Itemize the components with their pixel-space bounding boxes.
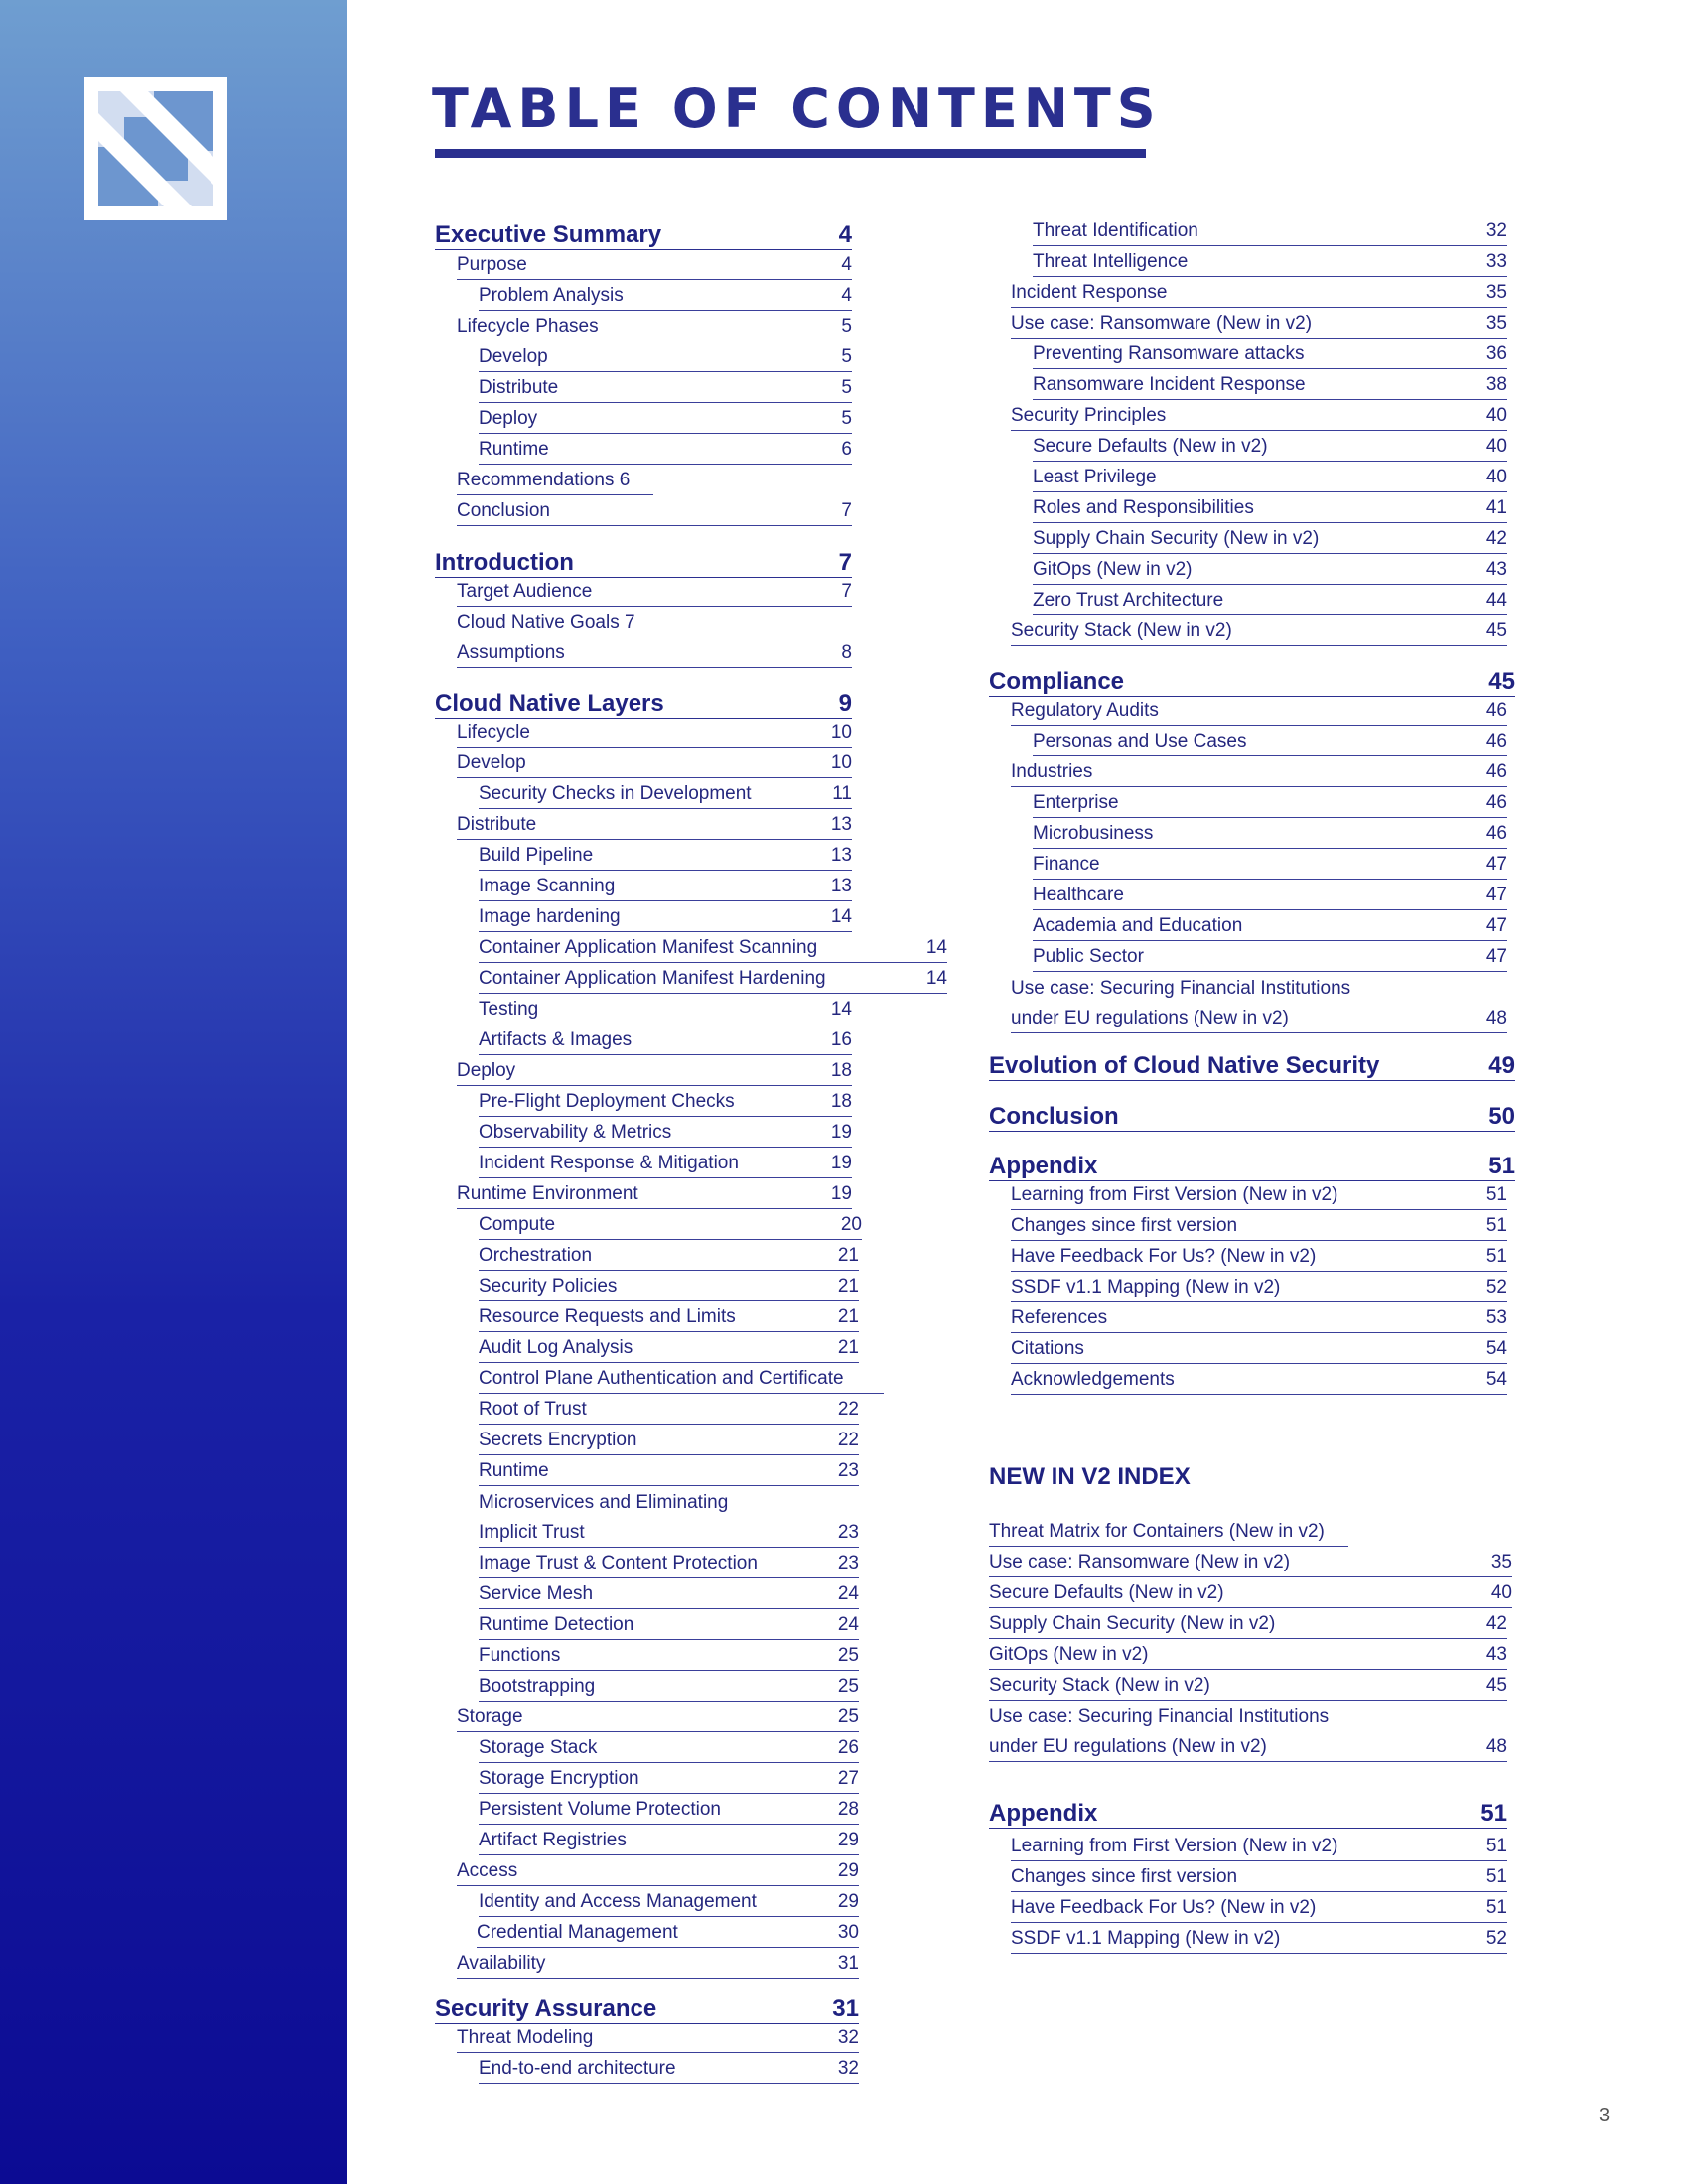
index-entry[interactable]: Use case: Securing Financial Institutions [989,1706,1330,1727]
toc-entry[interactable]: Citations 54 [1011,1336,1507,1364]
toc-entry[interactable]: Deploy 5 [479,406,852,434]
toc-entry[interactable]: Recommendations 6 [457,468,653,495]
toc-entry[interactable]: Bootstrapping 25 [479,1674,859,1702]
toc-entry[interactable]: Service Mesh 24 [479,1581,859,1609]
toc-entry[interactable]: Audit Log Analysis 21 [479,1335,859,1363]
toc-entry[interactable]: Microbusiness 46 [1033,821,1507,849]
index-entry[interactable]: Secure Defaults (New in v2) 40 [989,1580,1512,1608]
toc-entry[interactable]: Incident Response & Mitigation 19 [479,1151,852,1178]
toc-entry[interactable]: Security Principles 40 [1011,403,1507,431]
toc-entry[interactable]: Least Privilege 40 [1033,465,1507,492]
toc-entry[interactable]: Security Policies 21 [479,1274,859,1301]
toc-entry[interactable]: Public Sector 47 [1033,944,1507,972]
toc-entry[interactable]: Microservices and Eliminating [479,1492,729,1513]
index-entry[interactable]: Use case: Ransomware (New in v2) 35 [989,1550,1512,1577]
toc-entry[interactable]: Supply Chain Security (New in v2) 42 [1033,526,1507,554]
index-entry[interactable]: Supply Chain Security (New in v2) 42 [989,1611,1507,1639]
toc-entry[interactable]: Acknowledgements 54 [1011,1367,1507,1395]
toc-entry[interactable]: Use case: Securing Financial Institutions [1011,978,1351,999]
index-entry[interactable]: Changes since first version 51 [1011,1864,1507,1892]
toc-entry[interactable]: Target Audience 7 [457,579,852,607]
index-entry[interactable]: Security Stack (New in v2) 45 [989,1673,1507,1701]
toc-entry[interactable]: Conclusion 50 [989,1096,1515,1132]
toc-entry[interactable]: Resource Requests and Limits 21 [479,1304,859,1332]
toc-entry[interactable]: Finance 47 [1033,852,1507,880]
toc-entry[interactable]: Storage Stack 26 [479,1735,859,1763]
toc-entry[interactable]: Zero Trust Architecture 44 [1033,588,1507,615]
toc-entry[interactable]: Container Application Manifest Scanning 14 [479,935,947,963]
toc-entry[interactable]: Storage 25 [457,1705,859,1732]
toc-entry[interactable]: Purpose 4 [457,252,852,280]
toc-entry[interactable]: Storage Encryption 27 [479,1766,859,1794]
toc-entry[interactable]: Image Trust & Content Protection 23 [479,1551,859,1578]
index-entry[interactable]: Appendix 51 [989,1793,1507,1829]
toc-entry[interactable]: Develop 10 [457,751,852,778]
index-entry[interactable]: GitOps (New in v2) 43 [989,1642,1507,1670]
toc-entry[interactable]: Industries 46 [1011,759,1507,787]
toc-entry[interactable]: Testing 14 [479,997,852,1024]
toc-entry[interactable]: Observability & Metrics 19 [479,1120,852,1148]
toc-entry[interactable]: Implicit Trust 23 [479,1520,859,1548]
toc-entry[interactable]: Lifecycle 10 [457,720,852,748]
toc-entry[interactable]: Introduction 7 [435,542,852,578]
toc-entry[interactable]: Secrets Encryption 22 [479,1428,859,1455]
toc-entry[interactable]: Build Pipeline 13 [479,843,852,871]
toc-entry[interactable]: Runtime Environment 19 [457,1181,852,1209]
toc-entry[interactable]: Pre-Flight Deployment Checks 18 [479,1089,852,1117]
toc-entry[interactable]: Runtime 6 [479,437,852,465]
toc-entry[interactable]: SSDF v1.1 Mapping (New in v2) 52 [1011,1275,1507,1302]
new-in-v2-index-heading: NEW IN V2 INDEX [989,1463,1191,1490]
toc-entry[interactable]: Container Application Manifest Hardening 14 [479,966,947,994]
toc-entry[interactable]: under EU regulations (New in v2) 48 [1011,1006,1507,1033]
toc-entry[interactable]: End-to-end architecture 32 [479,2056,859,2084]
toc-entry[interactable]: Security Assurance 31 [435,1988,859,2024]
toc-entry[interactable]: Compliance 45 [989,661,1515,697]
toc-entry[interactable]: Problem Analysis 4 [479,283,852,311]
toc-entry[interactable]: Control Plane Authentication and Certificate [479,1366,884,1394]
toc-entry[interactable]: Learning from First Version (New in v2) 51 [1011,1182,1507,1210]
toc-entry[interactable]: Compute 20 [479,1212,862,1240]
toc-entry[interactable]: References 53 [1011,1305,1507,1333]
index-entry[interactable]: Threat Matrix for Containers (New in v2) [989,1519,1348,1547]
toc-entry[interactable]: Artifacts & Images 16 [479,1027,852,1055]
toc-entry[interactable]: Persistent Volume Protection 28 [479,1797,859,1825]
toc-entry[interactable]: Cloud Native Goals 7 [457,613,635,633]
title-underline [435,149,1146,158]
toc-entry[interactable]: Threat Identification 32 [1033,218,1507,246]
toc-entry[interactable]: Security Checks in Development 11 [479,781,852,809]
toc-entry[interactable]: Ransomware Incident Response 38 [1033,372,1507,400]
toc-entry[interactable]: Incident Response 35 [1011,280,1507,308]
toc-entry[interactable]: Lifecycle Phases 5 [457,314,852,341]
index-entry[interactable]: Have Feedback For Us? (New in v2) 51 [1011,1895,1507,1923]
toc-entry[interactable]: Distribute 5 [479,375,852,403]
toc-entry[interactable]: Healthcare 47 [1033,883,1507,910]
page-title: TABLE OF CONTENTS [432,77,1162,140]
toc-entry[interactable]: Orchestration 21 [479,1243,859,1271]
toc-entry[interactable]: Changes since first version 51 [1011,1213,1507,1241]
toc-entry[interactable]: Security Stack (New in v2) 45 [1011,618,1507,646]
toc-entry[interactable]: Image hardening 14 [479,904,852,932]
cncf-logo-icon [84,77,227,220]
toc-entry[interactable]: Academia and Education 47 [1033,913,1507,941]
toc-entry[interactable]: Root of Trust 22 [479,1397,859,1425]
index-entry[interactable]: SSDF v1.1 Mapping (New in v2) 52 [1011,1926,1507,1954]
toc-entry[interactable]: GitOps (New in v2) 43 [1033,557,1507,585]
toc-entry[interactable]: Conclusion 7 [457,498,852,526]
toc-entry[interactable]: Roles and Responsibilities 41 [1033,495,1507,523]
toc-entry[interactable]: Runtime Detection 24 [479,1612,859,1640]
toc-entry[interactable]: Have Feedback For Us? (New in v2) 51 [1011,1244,1507,1272]
toc-entry[interactable]: Assumptions 8 [457,640,852,668]
toc-entry[interactable]: Threat Modeling 32 [457,2025,859,2053]
toc-entry[interactable]: Cloud Native Layers 9 [435,683,852,719]
toc-entry[interactable]: Deploy 18 [457,1058,852,1086]
toc-entry[interactable]: Regulatory Audits 46 [1011,698,1507,726]
toc-entry[interactable]: Functions 25 [479,1643,859,1671]
toc-entry[interactable]: Appendix 51 [989,1146,1515,1181]
toc-entry[interactable]: Access 29 [457,1858,859,1886]
toc-entry[interactable]: Image Scanning 13 [479,874,852,901]
toc-entry[interactable]: Enterprise 46 [1033,790,1507,818]
toc-entry[interactable]: Preventing Ransomware attacks 36 [1033,341,1507,369]
toc-entry[interactable]: Identity and Access Management 29 [479,1889,859,1917]
toc-entry[interactable]: Runtime 23 [479,1458,859,1486]
toc-entry[interactable]: Availability 31 [457,1951,859,1979]
toc-entry[interactable]: Artifact Registries 29 [479,1828,859,1855]
toc-entry[interactable]: Develop 5 [479,344,852,372]
toc-entry[interactable]: Threat Intelligence 33 [1033,249,1507,277]
toc-entry[interactable]: Evolution of Cloud Native Security 49 [989,1045,1515,1081]
index-entry[interactable]: Learning from First Version (New in v2) 51 [1011,1834,1507,1861]
toc-entry[interactable]: Executive Summary 4 [435,214,852,250]
sidebar-gradient [0,0,347,2184]
toc-entry[interactable]: Distribute 13 [457,812,852,840]
toc-entry[interactable]: Secure Defaults (New in v2) 40 [1033,434,1507,462]
toc-entry[interactable]: Personas and Use Cases 46 [1033,729,1507,756]
index-entry[interactable]: under EU regulations (New in v2) 48 [989,1734,1507,1762]
toc-entry[interactable]: Credential Management 30 [477,1920,859,1948]
page-number: 3 [1599,2105,1611,2126]
toc-entry[interactable]: Use case: Ransomware (New in v2) 35 [1011,311,1507,339]
